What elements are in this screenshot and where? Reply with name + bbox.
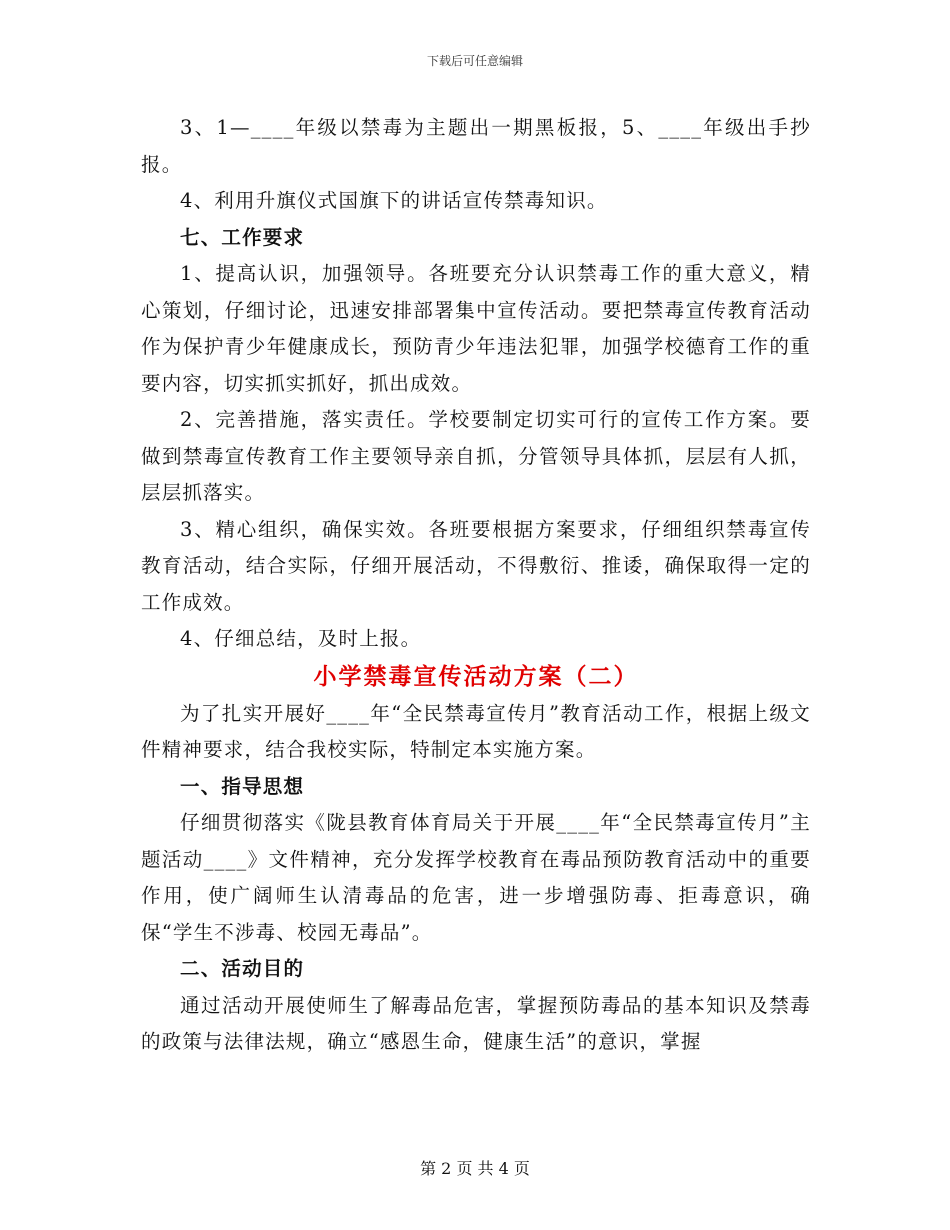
heading-guiding-ideology: 一、指导思想	[180, 774, 305, 798]
paragraph-requirement-3: 3、精心组织，确保实效。各班要根据方案要求，仔细组织禁毒宣传教育活动，结合实际，仔细开展活动，不得敷衍、推诿，确保取得一定的工作成效。	[141, 517, 811, 614]
page-footer: 第 2 页 共 4 页	[420, 1159, 530, 1178]
paragraph-blackboard-task: 3、1—____年级以禁毒为主题出一期黑板报，5、____年级出手抄报。	[141, 116, 811, 176]
paragraph-requirement-1: 1、提高认识，加强领导。各班要充分认识禁毒工作的重大意义，精心策划，仔细讨论，迅速安排部署集中宣传活动。要把禁毒宣传教育活动作为保护青少年健康成长，预防青少年违法犯罪，加强学校德育工作的重要内容，切实抓实抓好，抓出成效。	[141, 262, 811, 395]
document-body	[141, 110, 811, 1061]
paragraph-flag-speech: 4、利用升旗仪式国旗下的讲话宣传禁毒知识。	[180, 189, 608, 212]
paragraph-requirement-2: 2、完善措施，落实责任。学校要制定切实可行的宣传工作方案。要做到禁毒宣传教育工作主要领导亲自抓，分管领导具体抓，层层有人抓，层层抓落实。	[141, 408, 811, 504]
section-after-title	[141, 696, 811, 1061]
paragraph-guiding-ideology: 仔细贯彻落实《陇县教育体育局关于开展____年“全民禁毒宣传月”主题活动____》文件精神，充分发挥学校教育在毒品预防教育活动中的重要作用，使广阔师生认清毒品的危害，进一步增强防毒、拒毒意识，确保“学生不涉毒、校园无毒品”。	[141, 811, 811, 944]
paragraph-intro: 为了扎实开展好____年“全民禁毒宣传月”教育活动工作，根据上级文件精神要求，结合我校实际，特制定本实施方案。	[141, 701, 811, 761]
section-before-title	[141, 110, 811, 658]
paragraph-activity-purpose: 通过活动开展使师生了解毒品危害，掌握预防毒品的基本知识及禁毒的政策与法律法规，确立“感恩生命，健康生活”的意识，掌握	[141, 993, 811, 1053]
document-title: 小学禁毒宣传活动方案（二）	[313, 662, 639, 690]
heading-activity-purpose: 二、活动目的	[180, 957, 305, 980]
page-header: 下载后可任意编辑	[426, 54, 523, 68]
paragraph-requirement-4: 4、仔细总结，及时上报。	[180, 627, 422, 650]
heading-work-requirements: 七、工作要求	[180, 225, 305, 249]
